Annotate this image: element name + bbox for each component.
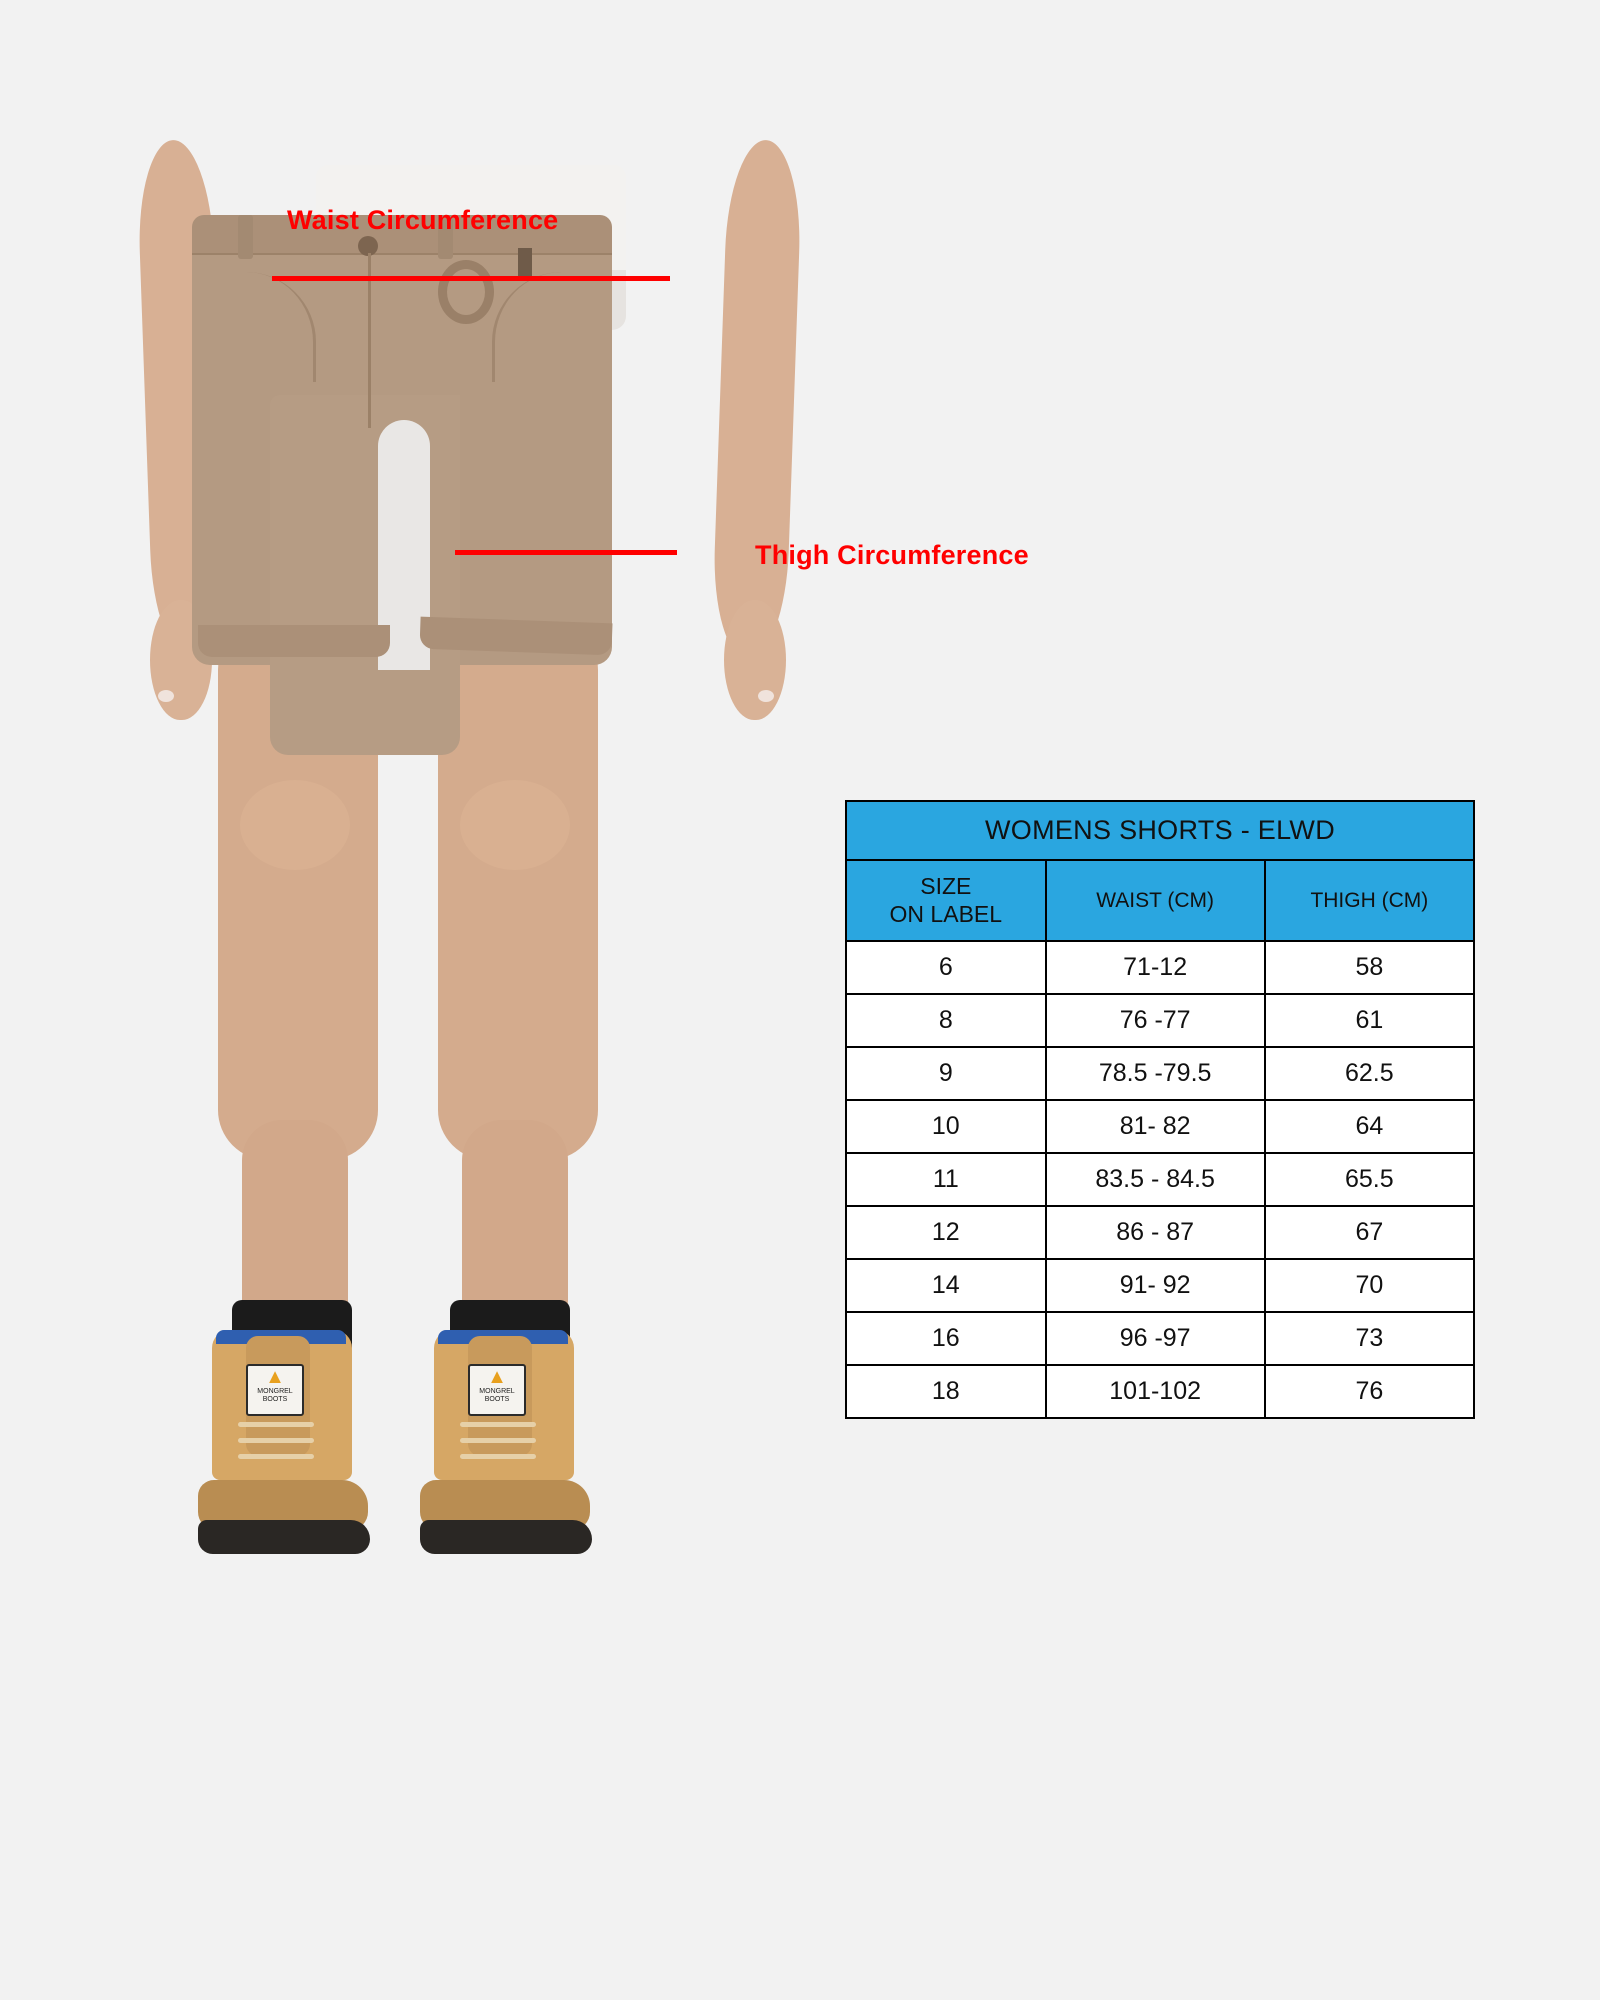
waist-annotation-label: Waist Circumference bbox=[287, 205, 559, 235]
knee-right bbox=[460, 780, 570, 870]
table-row bbox=[846, 1259, 1474, 1312]
cell-waist: 81- 82 bbox=[1046, 1100, 1265, 1153]
cell-size: 10 bbox=[846, 1100, 1046, 1153]
table-body bbox=[846, 941, 1474, 1418]
cell-size: 14 bbox=[846, 1259, 1046, 1312]
header-waist: WAIST (CM) bbox=[1046, 860, 1265, 941]
cell-size: 9 bbox=[846, 1047, 1046, 1100]
cell-size: 18 bbox=[846, 1365, 1046, 1418]
table-row bbox=[846, 1365, 1474, 1418]
boot-brand-patch-right: ▲ MONGREL BOOTS bbox=[468, 1364, 526, 1416]
table-title: WOMENS SHORTS - ELWD bbox=[846, 801, 1474, 860]
boot-brand-line2: BOOTS bbox=[262, 1395, 288, 1403]
cell-thigh: 67 bbox=[1265, 1206, 1474, 1259]
belt-loop-left bbox=[238, 215, 253, 259]
table-row bbox=[846, 1100, 1474, 1153]
boot-brand-patch: ▲ MONGREL BOOTS bbox=[246, 1364, 304, 1416]
leg-right bbox=[438, 600, 598, 1160]
shorts-leg-left bbox=[270, 395, 460, 755]
table-row bbox=[846, 941, 1474, 994]
cell-thigh: 61 bbox=[1265, 994, 1474, 1047]
cell-thigh: 70 bbox=[1265, 1259, 1474, 1312]
table-row bbox=[846, 1047, 1474, 1100]
boot-brand-line1: MONGREL bbox=[257, 1388, 293, 1395]
header-thigh: THIGH (CM) bbox=[1265, 860, 1474, 941]
cell-size: 16 bbox=[846, 1312, 1046, 1365]
cell-waist: 76 -77 bbox=[1046, 994, 1265, 1047]
size-chart-table bbox=[845, 800, 1475, 1419]
table-row bbox=[846, 1153, 1474, 1206]
thigh-annotation-line bbox=[455, 550, 677, 555]
table-row bbox=[846, 1312, 1474, 1365]
cell-waist: 86 - 87 bbox=[1046, 1206, 1265, 1259]
cell-waist: 101-102 bbox=[1046, 1365, 1265, 1418]
cell-size: 8 bbox=[846, 994, 1046, 1047]
shorts-hem-left bbox=[198, 625, 390, 657]
product-photo bbox=[120, 120, 840, 1680]
arm-right bbox=[711, 139, 803, 661]
d-ring bbox=[438, 260, 494, 324]
waist-annotation-line bbox=[272, 276, 670, 281]
cell-waist: 78.5 -79.5 bbox=[1046, 1047, 1265, 1100]
cell-waist: 83.5 - 84.5 bbox=[1046, 1153, 1265, 1206]
knee-left bbox=[240, 780, 350, 870]
boot-brand-line2-right: BOOTS bbox=[484, 1395, 510, 1403]
boot-brand-line1-right: MONGREL bbox=[479, 1388, 515, 1395]
table-title-row bbox=[846, 801, 1474, 860]
table-row bbox=[846, 994, 1474, 1047]
boot-left bbox=[198, 1330, 368, 1560]
cell-thigh: 65.5 bbox=[1265, 1153, 1474, 1206]
cell-size: 12 bbox=[846, 1206, 1046, 1259]
hand-right bbox=[724, 600, 786, 720]
header-size-line2: ON LABEL bbox=[889, 900, 1003, 927]
boot-right bbox=[420, 1330, 590, 1560]
cell-waist: 71-12 bbox=[1046, 941, 1265, 994]
header-size bbox=[846, 860, 1046, 941]
cell-waist: 96 -97 bbox=[1046, 1312, 1265, 1365]
cell-size: 6 bbox=[846, 941, 1046, 994]
cell-thigh: 58 bbox=[1265, 941, 1474, 994]
header-size-line1: SIZE bbox=[920, 873, 972, 899]
thigh-annotation-label: Thigh Circumference bbox=[755, 540, 1029, 570]
cell-size: 11 bbox=[846, 1153, 1046, 1206]
cell-waist: 91- 92 bbox=[1046, 1259, 1265, 1312]
cell-thigh: 64 bbox=[1265, 1100, 1474, 1153]
cell-thigh: 76 bbox=[1265, 1365, 1474, 1418]
table-header-row bbox=[846, 860, 1474, 941]
cell-thigh: 73 bbox=[1265, 1312, 1474, 1365]
table-row bbox=[846, 1206, 1474, 1259]
cell-thigh: 62.5 bbox=[1265, 1047, 1474, 1100]
shorts-hem-right bbox=[420, 617, 613, 656]
